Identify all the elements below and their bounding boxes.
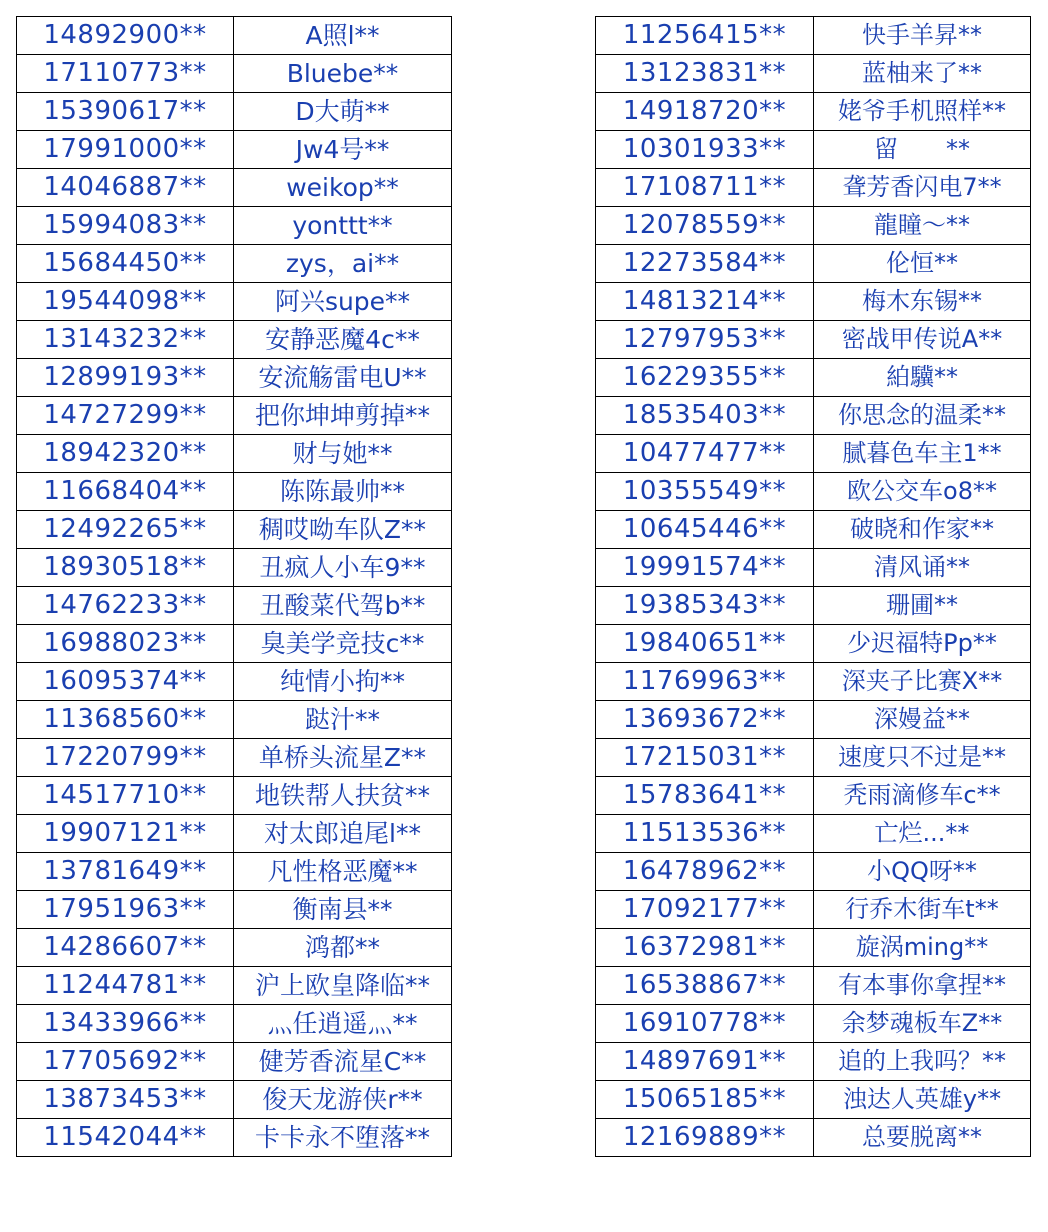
user-id-cell: 10301933** (596, 131, 814, 169)
table-row (17, 93, 452, 131)
user-id-cell: 11368560** (17, 701, 234, 739)
table-row (596, 1119, 1031, 1157)
nickname-cell: 梅木东锡** (814, 283, 1031, 321)
nickname-cell: 行乔木街车t** (814, 891, 1031, 929)
user-id-cell: 15065185** (596, 1081, 814, 1119)
user-id-cell: 13693672** (596, 701, 814, 739)
user-id-cell: 12899193** (17, 359, 234, 397)
user-id-cell: 10477477** (596, 435, 814, 473)
user-id-cell: 16372981** (596, 929, 814, 967)
user-id-cell: 18942320** (17, 435, 234, 473)
user-id-cell: 18930518** (17, 549, 234, 587)
nickname-cell: 破晓和作家** (814, 511, 1031, 549)
nickname-cell: 腻暮色车主1** (814, 435, 1031, 473)
table-row (596, 55, 1031, 93)
table-row (596, 549, 1031, 587)
nickname-cell: 丑酸菜代驾b** (234, 587, 452, 625)
nickname-cell: 阿兴supe** (234, 283, 452, 321)
right-table (595, 16, 1031, 1157)
nickname-cell: 深嫚益** (814, 701, 1031, 739)
user-id-cell: 16229355** (596, 359, 814, 397)
user-id-cell: 19840651** (596, 625, 814, 663)
nickname-cell: 留 ** (814, 131, 1031, 169)
nickname-cell: 龍瞳～** (814, 207, 1031, 245)
table-row (596, 473, 1031, 511)
user-id-cell: 13433966** (17, 1005, 234, 1043)
table-row (17, 739, 452, 777)
user-id-cell: 18535403** (596, 397, 814, 435)
nickname-cell: 单桥头流星Z** (234, 739, 452, 777)
nickname-cell: 俊天龙游侠r** (234, 1081, 452, 1119)
nickname-cell: A照l** (234, 17, 452, 55)
table-row (596, 169, 1031, 207)
user-id-cell: 14892900** (17, 17, 234, 55)
table-row (17, 435, 452, 473)
table-row (596, 397, 1031, 435)
table-row (17, 929, 452, 967)
user-id-cell: 11769963** (596, 663, 814, 701)
nickname-cell: 沪上欧皇降临** (234, 967, 452, 1005)
nickname-cell: weikop** (234, 169, 452, 207)
nickname-cell: zys，ai** (234, 245, 452, 283)
nickname-cell: 把你坤坤剪掉** (234, 397, 452, 435)
table-row (596, 587, 1031, 625)
table-row (17, 967, 452, 1005)
table-row (17, 663, 452, 701)
nickname-cell: 灬任逍遥灬** (234, 1005, 452, 1043)
user-id-cell: 17215031** (596, 739, 814, 777)
table-row (17, 245, 452, 283)
user-id-cell: 10355549** (596, 473, 814, 511)
user-id-cell: 17991000** (17, 131, 234, 169)
table-row (17, 283, 452, 321)
table-row (17, 891, 452, 929)
table-row (596, 701, 1031, 739)
nickname-cell: 欧公交车o8** (814, 473, 1031, 511)
user-id-cell: 16538867** (596, 967, 814, 1005)
table-row (596, 739, 1031, 777)
table-row (17, 169, 452, 207)
table-row (17, 321, 452, 359)
user-id-cell: 19907121** (17, 815, 234, 853)
user-id-cell: 13781649** (17, 853, 234, 891)
user-id-cell: 13143232** (17, 321, 234, 359)
nickname-cell: 小QQ呀** (814, 853, 1031, 891)
nickname-cell: 伦恒** (814, 245, 1031, 283)
table-row (596, 1081, 1031, 1119)
nickname-cell: Jw4号** (234, 131, 452, 169)
table-row (17, 587, 452, 625)
table-row (596, 967, 1031, 1005)
nickname-cell: 有本事你拿捏** (814, 967, 1031, 1005)
user-id-cell: 11513536** (596, 815, 814, 853)
user-id-cell: 17951963** (17, 891, 234, 929)
nickname-cell: 追的上我吗？** (814, 1043, 1031, 1081)
user-id-cell: 12492265** (17, 511, 234, 549)
nickname-cell: 深夹子比赛X** (814, 663, 1031, 701)
table-row (17, 473, 452, 511)
table-row (17, 511, 452, 549)
table-row (596, 1043, 1031, 1081)
user-id-cell: 15783641** (596, 777, 814, 815)
nickname-cell: 卡卡永不堕落** (234, 1119, 452, 1157)
user-id-cell: 14813214** (596, 283, 814, 321)
nickname-cell: 凡性格恶魔** (234, 853, 452, 891)
nickname-cell: 跶汁** (234, 701, 452, 739)
left-table (16, 16, 452, 1157)
nickname-cell: 姥爷手机照样** (814, 93, 1031, 131)
table-row (596, 625, 1031, 663)
user-id-cell: 14286607** (17, 929, 234, 967)
user-id-cell: 12169889** (596, 1119, 814, 1157)
nickname-cell: 快手羊昇** (814, 17, 1031, 55)
nickname-cell: D大萌** (234, 93, 452, 131)
nickname-cell: 絈驥** (814, 359, 1031, 397)
table-row (17, 701, 452, 739)
nickname-cell: 陈陈最帅** (234, 473, 452, 511)
table-row (596, 511, 1031, 549)
nickname-cell: 清风诵** (814, 549, 1031, 587)
nickname-cell: 地铁帮人扶贫** (234, 777, 452, 815)
user-id-cell: 12797953** (596, 321, 814, 359)
user-id-cell: 11668404** (17, 473, 234, 511)
user-id-cell: 15684450** (17, 245, 234, 283)
user-id-cell: 11256415** (596, 17, 814, 55)
user-id-cell: 16095374** (17, 663, 234, 701)
user-id-cell: 13873453** (17, 1081, 234, 1119)
user-id-cell: 14727299** (17, 397, 234, 435)
user-id-cell: 19385343** (596, 587, 814, 625)
nickname-cell: 稠哎呦车队Z** (234, 511, 452, 549)
nickname-cell: 总要脱离** (814, 1119, 1031, 1157)
nickname-cell: 浊达人英雄y** (814, 1081, 1031, 1119)
user-id-cell: 19991574** (596, 549, 814, 587)
table-row (17, 397, 452, 435)
nickname-cell: 你思念的温柔** (814, 397, 1031, 435)
nickname-cell: 臭美学竞技c** (234, 625, 452, 663)
right-table-body (596, 17, 1031, 1157)
table-row (17, 359, 452, 397)
table-row (596, 283, 1031, 321)
user-id-cell: 17092177** (596, 891, 814, 929)
nickname-cell: 健芳香流星C** (234, 1043, 452, 1081)
table-row (596, 1005, 1031, 1043)
table-row (17, 1043, 452, 1081)
user-id-cell: 11542044** (17, 1119, 234, 1157)
nickname-cell: 聋芳香闪电7** (814, 169, 1031, 207)
user-id-cell: 14046887** (17, 169, 234, 207)
table-row (596, 207, 1031, 245)
user-id-cell: 15994083** (17, 207, 234, 245)
nickname-cell: 衡南县** (234, 891, 452, 929)
nickname-cell: 安静恶魔4c** (234, 321, 452, 359)
table-row (596, 321, 1031, 359)
user-id-cell: 12273584** (596, 245, 814, 283)
table-row (596, 17, 1031, 55)
table-row (17, 549, 452, 587)
nickname-cell: 少迟福特Pp** (814, 625, 1031, 663)
nickname-cell: Bluebe** (234, 55, 452, 93)
table-row (596, 663, 1031, 701)
table-row (17, 625, 452, 663)
nickname-cell: 对太郎追尾l** (234, 815, 452, 853)
user-id-cell: 16988023** (17, 625, 234, 663)
user-id-cell: 14897691** (596, 1043, 814, 1081)
user-id-cell: 14517710** (17, 777, 234, 815)
table-row (17, 815, 452, 853)
nickname-cell: 丑疯人小车9** (234, 549, 452, 587)
user-id-cell: 17108711** (596, 169, 814, 207)
nickname-cell: 速度只不过是** (814, 739, 1031, 777)
table-row (17, 17, 452, 55)
left-table-body (17, 17, 452, 1157)
user-id-cell: 16478962** (596, 853, 814, 891)
user-id-cell: 11244781** (17, 967, 234, 1005)
table-row (596, 359, 1031, 397)
table-row (17, 55, 452, 93)
table-row (17, 1081, 452, 1119)
user-id-cell: 15390617** (17, 93, 234, 131)
nickname-cell: 秃雨滴修车c** (814, 777, 1031, 815)
table-row (596, 93, 1031, 131)
user-id-cell: 19544098** (17, 283, 234, 321)
nickname-cell: 财与她** (234, 435, 452, 473)
nickname-cell: yonttt** (234, 207, 452, 245)
user-id-cell: 17705692** (17, 1043, 234, 1081)
table-row (596, 245, 1031, 283)
nickname-cell: 珊圃** (814, 587, 1031, 625)
table-row (17, 1005, 452, 1043)
table-row (17, 207, 452, 245)
nickname-cell: 余梦魂板车Z** (814, 1005, 1031, 1043)
nickname-cell: 蓝柚来了** (814, 55, 1031, 93)
nickname-cell: 密战甲传说A** (814, 321, 1031, 359)
table-row (17, 1119, 452, 1157)
nickname-cell: 旋涡ming** (814, 929, 1031, 967)
table-row (17, 853, 452, 891)
table-row (596, 853, 1031, 891)
user-id-cell: 13123831** (596, 55, 814, 93)
nickname-cell: 亡烂...** (814, 815, 1031, 853)
user-id-cell: 17110773** (17, 55, 234, 93)
table-row (596, 815, 1031, 853)
nickname-cell: 鸿都** (234, 929, 452, 967)
table-row (596, 891, 1031, 929)
user-id-cell: 16910778** (596, 1005, 814, 1043)
nickname-cell: 安流觞雷电U** (234, 359, 452, 397)
table-row (596, 777, 1031, 815)
nickname-cell: 纯情小拘** (234, 663, 452, 701)
table-row (596, 435, 1031, 473)
table-row (17, 131, 452, 169)
table-row (596, 929, 1031, 967)
user-id-cell: 14762233** (17, 587, 234, 625)
user-id-cell: 10645446** (596, 511, 814, 549)
user-id-cell: 14918720** (596, 93, 814, 131)
table-row (17, 777, 452, 815)
user-id-cell: 12078559** (596, 207, 814, 245)
user-id-cell: 17220799** (17, 739, 234, 777)
table-row (596, 131, 1031, 169)
